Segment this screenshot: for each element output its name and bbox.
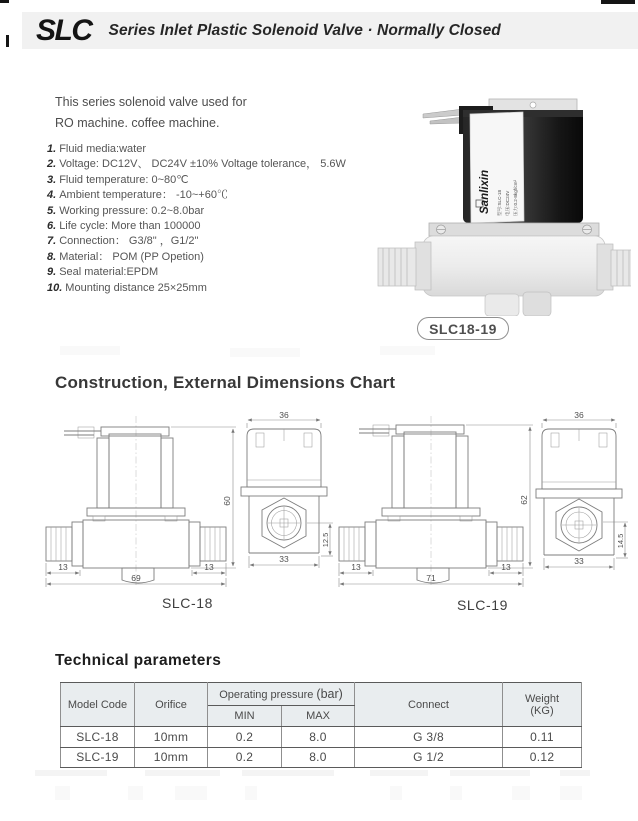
construction-heading: Construction, External Dimensions Chart — [55, 373, 396, 392]
spec-number: 3. — [47, 173, 57, 186]
drawing-label-slc18: SLC-18 — [161, 595, 214, 611]
spec-item-10 — [47, 281, 367, 296]
cell-model: SLC-18 — [61, 727, 135, 748]
label-line-2: 电压:DC24V — [505, 190, 510, 216]
spec-number: 9. — [47, 266, 57, 279]
cell-max: 8.0 — [282, 727, 355, 748]
spec-item-8 — [47, 250, 367, 265]
solenoid-valve-illustration — [373, 96, 631, 316]
watermark — [35, 770, 107, 776]
col-header-min: MIN — [208, 706, 282, 727]
watermark — [230, 348, 300, 357]
cell-max: 8.0 — [282, 747, 355, 768]
dimension-drawing-slc18 — [40, 410, 335, 597]
dim-overall: 71 — [426, 573, 436, 583]
page-title: Series Inlet Plastic Solenoid Valve · Normally Closed — [108, 21, 501, 39]
bottom-outlet — [485, 294, 519, 316]
cell-weight: 0.11 — [503, 727, 582, 748]
cell-weight: 0.12 — [503, 747, 582, 768]
dim-front-offset: 12.5 — [321, 532, 330, 548]
terminal-pin — [430, 117, 463, 124]
scan-artifact — [6, 35, 9, 47]
inlet-collar — [415, 242, 431, 290]
spec-text: Material： POM (PP Opetion) — [59, 250, 204, 263]
spec-number: 5. — [47, 204, 57, 217]
dim-front-width: 33 — [574, 556, 584, 566]
spec-text: Fluid temperature: 0~80℃ — [59, 173, 189, 186]
spec-text: Life cycle: More than 100000 — [59, 220, 201, 233]
tech-parameters-heading: Technical parameters — [55, 652, 222, 669]
drawing-label-slc19: SLC-19 — [456, 597, 509, 613]
cell-orifice: 10mm — [135, 747, 208, 768]
pressure-label: Operating pressure — [219, 689, 314, 701]
cell-model: SLC-19 — [61, 747, 135, 768]
spec-item-9 — [47, 265, 367, 280]
dim-front-width: 33 — [279, 554, 289, 564]
header-band — [22, 12, 638, 49]
spec-text: Voltage: DC12V、 DC24V ±10% Voltage tolerance， 5.6W — [59, 158, 346, 171]
mounting-plate — [429, 223, 599, 236]
outlet-collar — [597, 244, 613, 290]
valve-body — [423, 236, 605, 296]
col-header-connect: Connect — [355, 683, 503, 727]
spec-item-2 — [47, 157, 367, 172]
watermark — [450, 770, 530, 776]
cell-connect: G 1/2 — [355, 747, 503, 768]
dim-left-port: 13 — [58, 562, 68, 572]
spec-text: Seal material:EPDM — [59, 266, 159, 279]
spec-text: Mounting distance 25×25mm — [65, 281, 207, 294]
watermark — [560, 786, 582, 800]
spec-item-3 — [47, 173, 367, 188]
spec-text: Working pressure: 0.2~8.0bar — [59, 204, 205, 217]
intro-line-1: This series solenoid valve used for — [55, 95, 247, 109]
spec-number: 7. — [47, 235, 57, 248]
col-header-orifice: Orifice — [135, 683, 208, 727]
spec-number: 8. — [47, 250, 57, 263]
inlet-thread — [378, 248, 416, 286]
watermark — [450, 786, 462, 800]
watermark — [512, 786, 530, 800]
weight-unit: (KG) — [530, 704, 554, 717]
spec-text: Ambient temperature： -10~+60℃ — [59, 189, 228, 202]
spec-text: Fluid media:water — [59, 143, 147, 155]
cell-orifice: 10mm — [135, 727, 208, 748]
spec-number: 2. — [47, 158, 57, 171]
cell-connect: G 3/8 — [355, 727, 503, 748]
col-header-weight — [503, 683, 582, 727]
col-header-model: Model Code — [61, 683, 135, 727]
table-row-slc18 — [61, 727, 582, 748]
bottom-stub — [523, 292, 551, 316]
parameters-table — [60, 682, 582, 768]
intro-paragraph — [55, 92, 247, 134]
dim-height: 62 — [519, 495, 529, 505]
terminal-pin — [423, 109, 463, 118]
spec-item-1 — [47, 142, 367, 157]
dim-height: 60 — [222, 496, 232, 506]
watermark — [128, 786, 143, 800]
dim-overall: 69 — [131, 573, 141, 583]
weight-label: Weight — [524, 692, 560, 705]
col-header-pressure — [208, 683, 355, 706]
spec-text: Connection： G3/8" ，G1/2" — [59, 235, 199, 248]
table-row-slc19 — [61, 747, 582, 768]
pressure-unit: (bar) — [316, 687, 343, 701]
watermark — [242, 770, 334, 776]
watermark — [390, 786, 402, 800]
col-header-max: MAX — [282, 706, 355, 727]
dim-left-port: 13 — [351, 562, 361, 572]
cell-min: 0.2 — [208, 727, 282, 748]
intro-line-2: RO machine. coffee machine. — [55, 116, 220, 130]
spec-number: 1. — [47, 143, 57, 155]
spec-number: 10. — [47, 281, 63, 294]
watermark — [245, 786, 257, 800]
label-line-3: 压力:0.2-8kgf/cm² — [513, 180, 518, 216]
scan-artifact — [601, 0, 635, 4]
product-photo — [373, 96, 631, 321]
spec-number: 4. — [47, 189, 57, 202]
dim-front-offset: 14.5 — [616, 533, 625, 549]
dim-right-port: 13 — [204, 562, 214, 572]
dim-right-port: 13 — [501, 562, 511, 572]
slc19-drawing — [335, 410, 630, 592]
cell-min: 0.2 — [208, 747, 282, 768]
watermark — [175, 786, 207, 800]
spec-item-4 — [47, 188, 367, 203]
watermark — [560, 770, 590, 776]
dimension-drawing-slc19 — [335, 410, 630, 597]
label-line-1: 型号:SLC-18 — [497, 189, 502, 216]
watermark — [55, 786, 70, 800]
spec-item-5 — [47, 204, 367, 219]
spec-item-6 — [47, 219, 367, 234]
spec-number: 6. — [47, 220, 57, 233]
outlet-thread — [611, 250, 631, 286]
watermark — [380, 346, 435, 355]
brand-name: Sanlixin — [479, 169, 491, 214]
watermark — [60, 346, 120, 355]
series-logo: SLC — [36, 13, 92, 47]
spec-list — [47, 142, 367, 296]
spec-item-7 — [47, 234, 367, 249]
watermark — [370, 770, 428, 776]
watermark — [145, 770, 220, 776]
model-badge: SLC18-19 — [417, 317, 509, 340]
dim-front-top: 36 — [574, 410, 584, 420]
dim-front-top: 36 — [279, 410, 289, 420]
slc18-drawing — [40, 410, 335, 592]
scan-artifact — [0, 0, 9, 3]
